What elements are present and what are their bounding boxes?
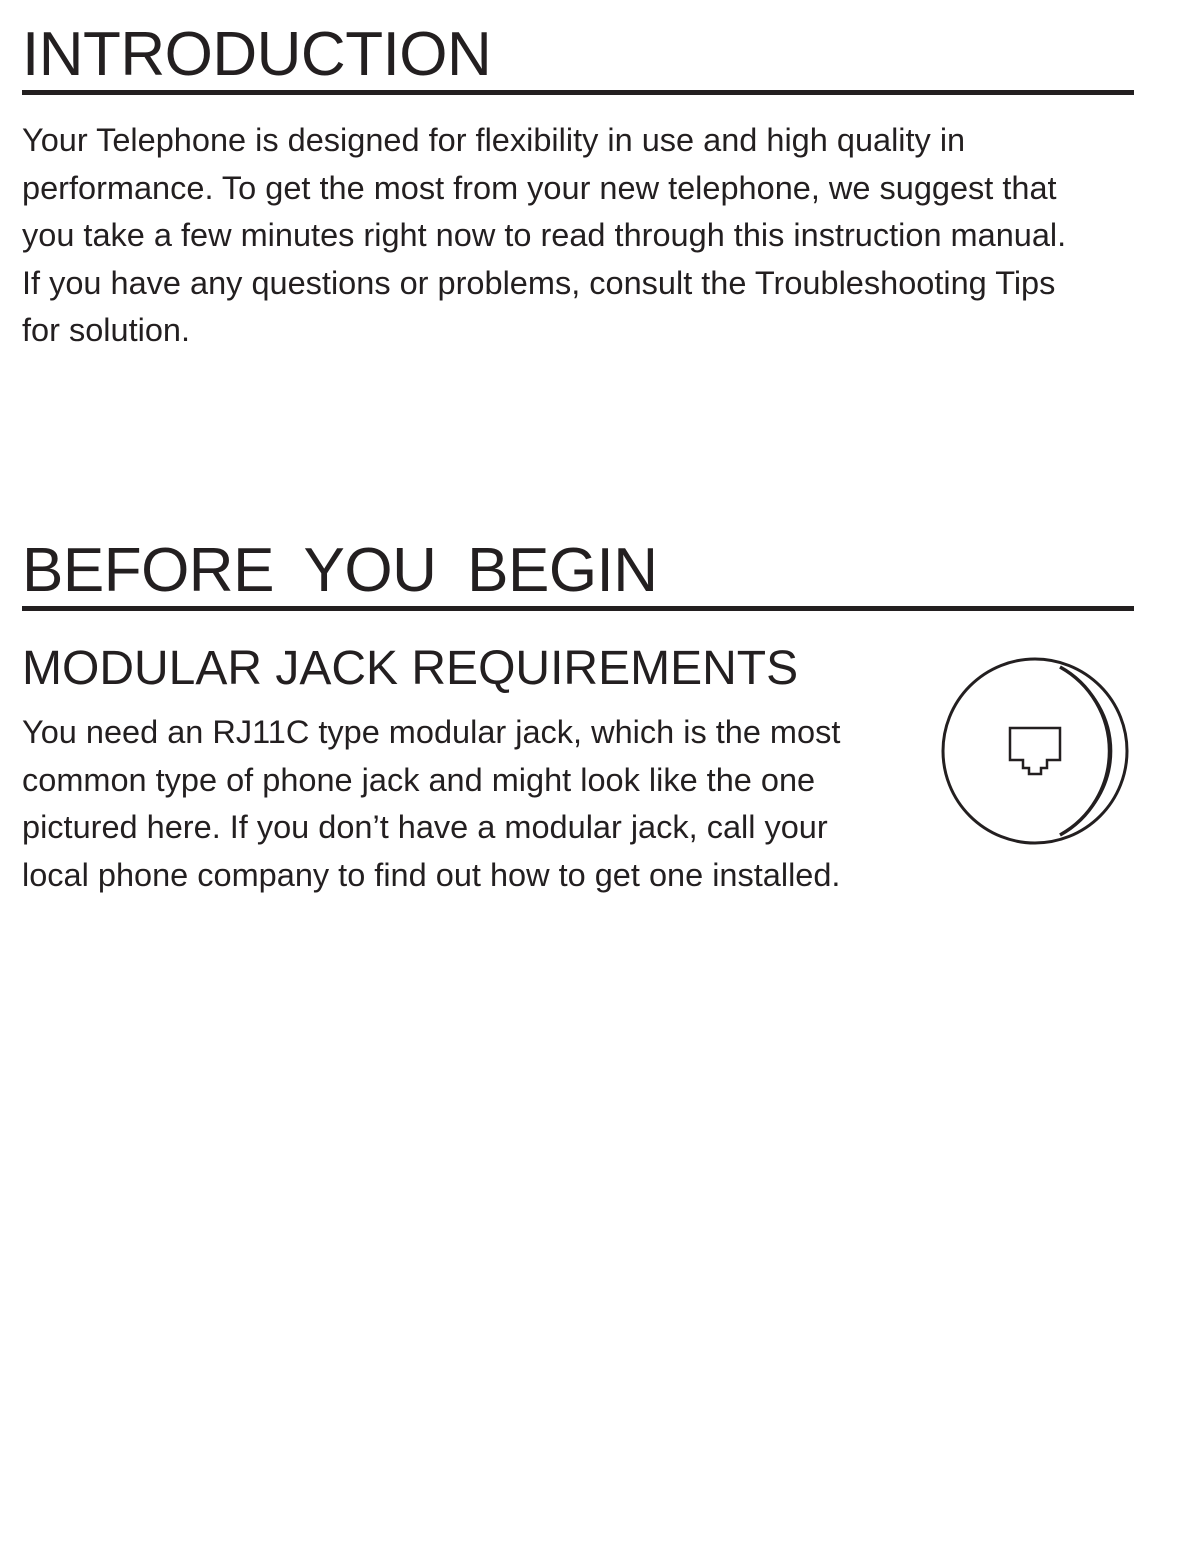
introduction-heading: INTRODUCTION — [22, 24, 1134, 95]
before-you-begin-heading: BEFORE YOU BEGIN — [22, 540, 1134, 611]
modular-jack-paragraph — [22, 709, 922, 899]
introduction-line: Your Telephone is designed for flexibility in use and high quality in — [22, 122, 966, 158]
modular-jack-requirements-heading: MODULAR JACK REQUIREMENTS — [22, 642, 799, 695]
introduction-line: you take a few minutes right now to read through this instruction manual. — [22, 217, 1067, 253]
introduction-line: for solution. — [22, 312, 191, 348]
modular-wall-jack-icon — [938, 654, 1138, 850]
introduction-line: performance. To get the most from your new telephone, we suggest that — [22, 169, 1057, 206]
introduction-paragraph — [22, 117, 1152, 355]
modular-jack-line: You need an RJ11C type modular jack, which is the most — [22, 714, 841, 750]
introduction-line: If you have any questions or problems, consult the Troubleshooting Tips — [22, 264, 1056, 301]
modular-jack-line: common type of phone jack and might look like the one — [22, 761, 816, 798]
modular-jack-line: pictured here. If you don’t have a modular jack, call your — [22, 809, 828, 845]
modular-jack-line: local phone company to find out how to get one installed. — [22, 856, 841, 893]
